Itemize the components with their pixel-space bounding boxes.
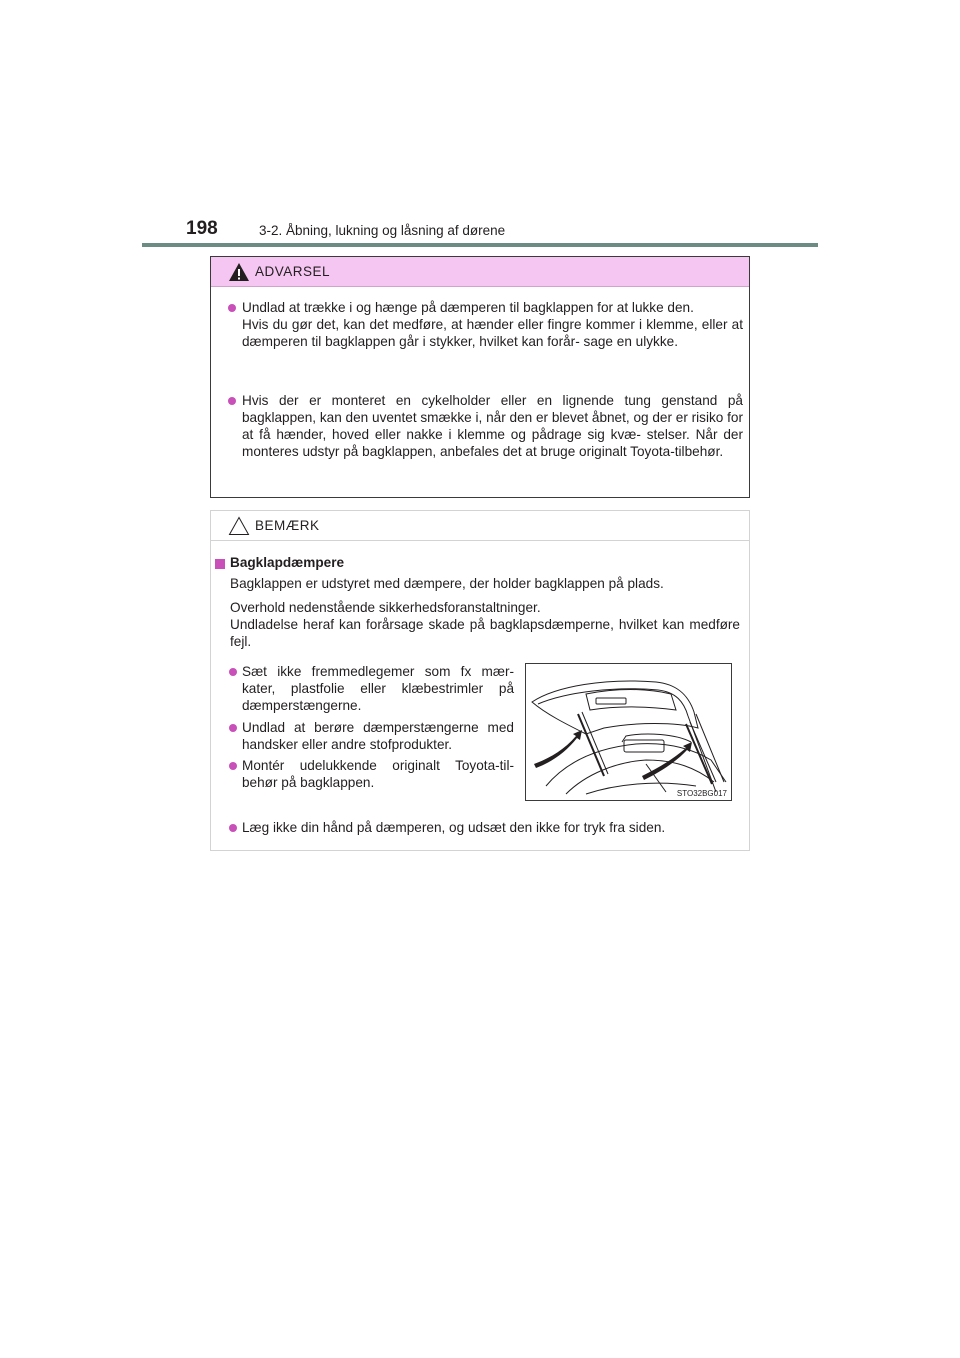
notice-header <box>211 511 749 541</box>
warning-item-1 <box>242 299 743 350</box>
warning-bullet-dot <box>228 397 236 405</box>
warning-bullet-dot <box>228 304 236 312</box>
section-title: 3-2. Åbning, lukning og låsning af dørene <box>259 223 506 238</box>
warning-header <box>211 257 749 287</box>
tailgate-drawing <box>526 664 731 800</box>
notice-bullet-dot <box>229 724 237 732</box>
notice-bullet-2: Undlad at berøre dæmperstængerne med handsker eller andre stofprodukter. <box>242 720 514 753</box>
notice-bullet-dot <box>229 762 237 770</box>
warning-title: ADVARSEL <box>255 264 331 279</box>
notice-para-2 <box>230 599 740 650</box>
notice-square-bullet <box>215 559 225 569</box>
warning-box <box>210 256 750 498</box>
notice-para-1: Bagklappen er udstyret med dæmpere, der holder bagklappen på plads. <box>230 576 664 591</box>
notice-bullet-3: Montér udelukkende originalt Toyota-til- behør på bagklappen. <box>242 758 514 791</box>
caution-triangle-icon <box>228 516 250 536</box>
notice-bullet-dot <box>229 668 237 676</box>
warning-item-1-line2: Hvis du gør det, kan det medføre, at hænder eller fingre kommer i klemme, eller at dæmperen til bagklappen går i stykker, hvilket kan forår- sage en ulykke. <box>242 317 743 350</box>
notice-heading: Bagklapdæmpere <box>230 555 345 570</box>
notice-bullet-4: Læg ikke din hånd på dæmperen, og udsæt den ikke for tryk fra siden. <box>242 820 666 835</box>
notice-bullet-dot <box>229 824 237 832</box>
header-rule <box>142 243 818 247</box>
notice-bullet-1: Sæt ikke fremmedlegemer som fx mær- kater, plastfolie eller klæbestrimler på dæmperstængerne. <box>242 664 514 714</box>
page-number: 198 <box>186 218 218 239</box>
warning-item-1-line1: Undlad at trække i og hænge på dæmperen til bagklappen for at lukke den. <box>242 300 694 315</box>
notice-para-2b: Undladelse heraf kan forårsage skade på bagklapsdæmperne, hvilket kan medføre fejl. <box>230 617 740 650</box>
warning-triangle-icon <box>228 262 250 282</box>
warning-item-2: Hvis der er monteret en cykelholder eller en lignende tung genstand på bagklappen, kan den uventet smække i, når den er blevet åbnet, og der er risiko for at få hænder, hoved eller nakke i klemme og pådrage sig kvæ- stelser. Når der monteres udstyr på bagklappen, anbefales det at bruge originalt Toyota-tilbehør. <box>242 393 743 460</box>
notice-title: BEMÆRK <box>255 518 320 533</box>
notice-para-2a: Overhold nedenstående sikkerhedsforanstaltninger. <box>230 600 541 615</box>
figure-code: STO32BG017 <box>676 789 727 798</box>
tailgate-damper-illustration <box>525 663 732 801</box>
